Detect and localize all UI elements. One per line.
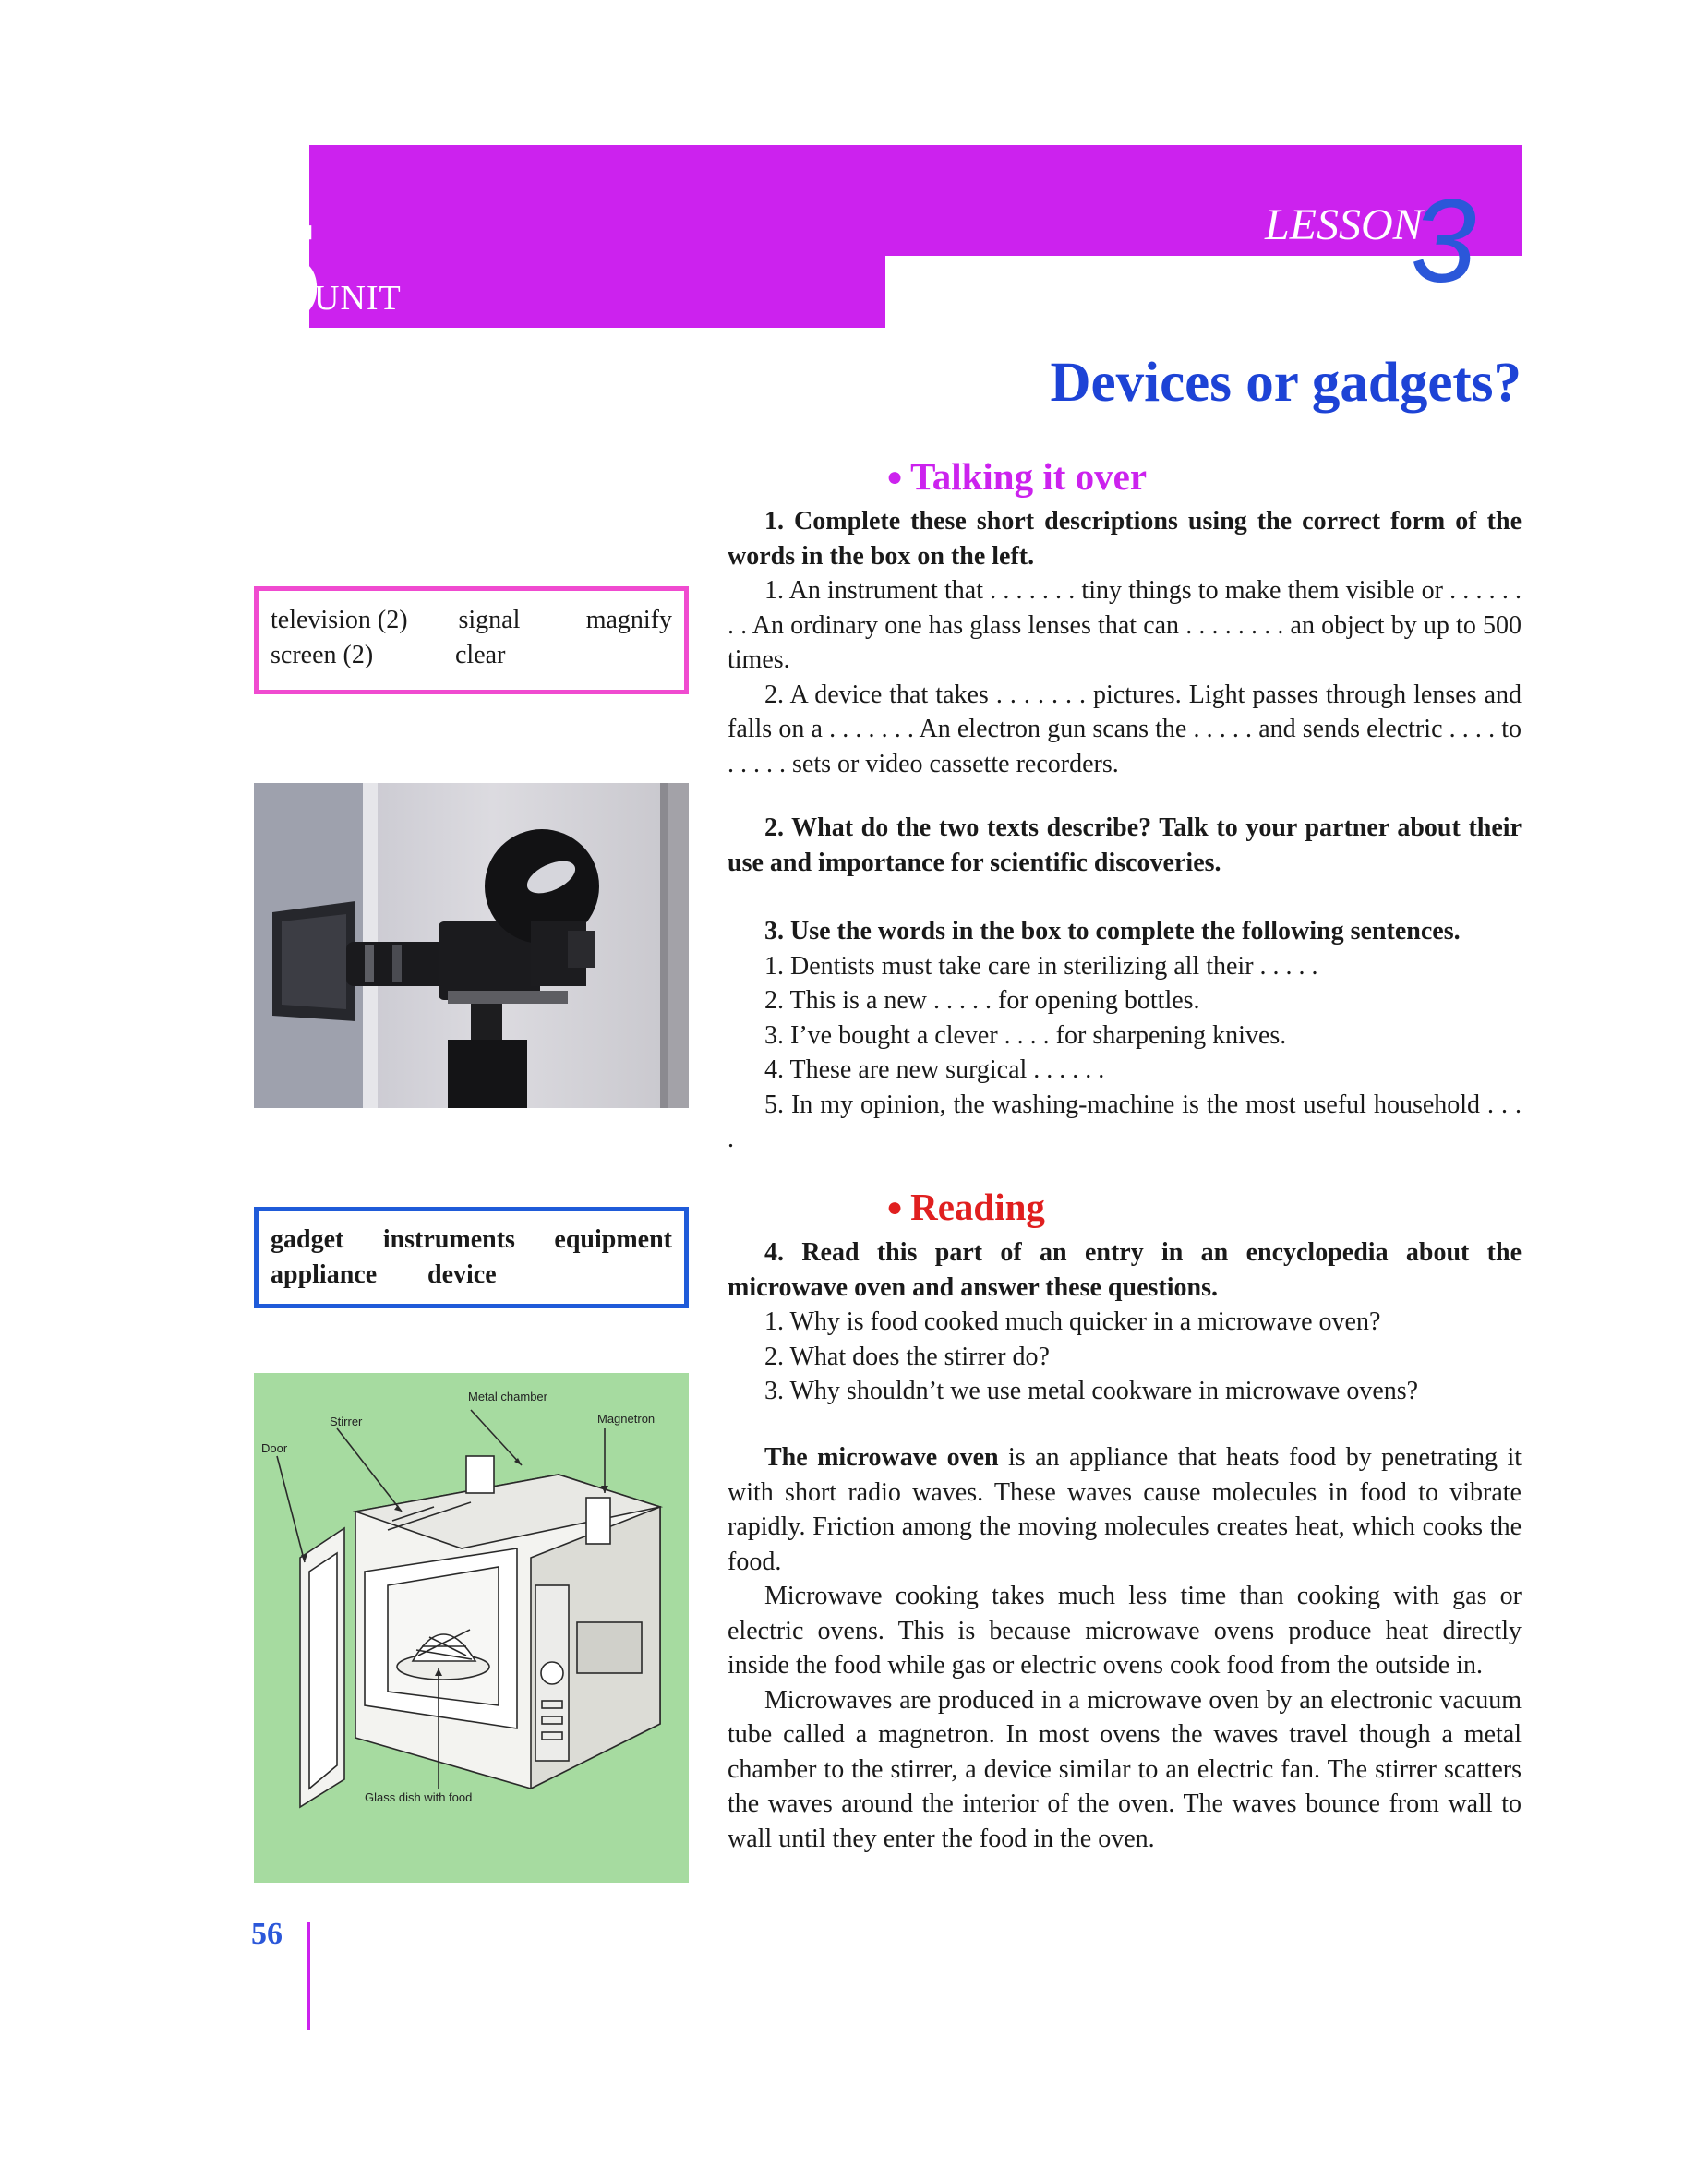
word-box-1 bbox=[254, 586, 689, 694]
exercise-1 bbox=[728, 504, 1522, 781]
passage-paragraph: Microwave cooking takes much less time than cooking with gas or electric ovens. This is because microwave ovens produce heat directly inside the food while gas or electric ovens cook food from the outside in. bbox=[728, 1582, 1522, 1680]
word-box-word: screen (2) bbox=[271, 640, 374, 669]
exercise-item: 5. In my opinion, the washing-machine is the most useful household . . . . bbox=[728, 1090, 1522, 1153]
word-box-word: device bbox=[427, 1259, 497, 1289]
film-camera-photo bbox=[254, 783, 689, 1108]
question-item: 2. What does the stirrer do? bbox=[764, 1342, 1050, 1371]
page-number: 56 bbox=[251, 1917, 283, 1951]
exercise-instruction: 3. Use the words in the box to complete the following sentences. bbox=[764, 917, 1461, 945]
diagram-label: Magnetron bbox=[597, 1412, 656, 1426]
question-item: 3. Why shouldn’t we use metal cookware in microwave ovens? bbox=[764, 1377, 1419, 1405]
unit-label: UNIT bbox=[314, 279, 402, 318]
exercise-4 bbox=[728, 1235, 1522, 1409]
word-box-row bbox=[271, 638, 672, 673]
exercise-item: 1. An instrument that . . . . . . . tiny things to make them visible or . . . . . . . . An ordinary one has glass lenses that can . . . . . . . . an object by up to 500 times. bbox=[728, 576, 1522, 674]
section-heading-text: Reading bbox=[910, 1186, 1045, 1228]
exercise-item: 1. Dentists must take care in sterilizing all their . . . . . bbox=[764, 951, 1318, 981]
section-heading-reading bbox=[886, 1185, 1045, 1230]
passage-text: is an appliance that heats food by penetrating it with short radio waves. These waves cause molecules in food to vibrate rapidly. Friction among the moving molecules creates heat, which cooks the food. bbox=[728, 1443, 1522, 1576]
exercise-instruction: 1. Complete these short descriptions using the correct form of the words in the box on the left. bbox=[728, 507, 1522, 571]
bullet-icon: ● bbox=[886, 462, 904, 492]
word-box-word: magnify bbox=[585, 606, 672, 634]
diagram-label: Door bbox=[261, 1441, 288, 1455]
word-box-word: appliance bbox=[271, 1259, 378, 1289]
section-heading-text: Talking it over bbox=[910, 455, 1148, 498]
word-box-word: clear bbox=[455, 640, 506, 669]
diagram-label: Stirrer bbox=[330, 1415, 363, 1428]
page-rule bbox=[307, 1922, 310, 2030]
microwave-oven-diagram bbox=[254, 1373, 689, 1883]
word-box-row bbox=[271, 603, 672, 638]
question-item: 1. Why is food cooked much quicker in a microwave oven? bbox=[764, 1307, 1381, 1336]
exercise-item: 4. These are new surgical . . . . . . bbox=[764, 1055, 1105, 1084]
word-box-row bbox=[271, 1258, 672, 1293]
exercise-3 bbox=[728, 914, 1522, 1157]
word-box-word: instruments bbox=[382, 1225, 515, 1254]
exercise-item: 3. I’ve bought a clever . . . . for sharpening knives. bbox=[764, 1020, 1287, 1050]
word-box-2 bbox=[254, 1207, 689, 1308]
lesson-label: LESSON bbox=[1265, 200, 1423, 249]
section-heading-talking bbox=[886, 454, 1147, 500]
word-box-word: television (2) bbox=[271, 606, 408, 634]
exercise-item: 2. A device that takes . . . . . . . pictures. Light passes through lenses and falls on a . . . . . . . An electron gun scans the . . . . . and sends electric . . . . to . . . . . sets or video cassette recorders. bbox=[728, 680, 1522, 778]
bullet-icon: ● bbox=[886, 1192, 904, 1222]
exercise-item: 2. This is a new . . . . . for opening bottles. bbox=[764, 986, 1200, 1015]
exercise-2 bbox=[728, 811, 1522, 880]
exercise-instruction: 2. What do the two texts describe? Talk to your partner about their use and importance for scientific discoveries. bbox=[728, 813, 1522, 877]
diagram-label: Glass dish with food bbox=[365, 1790, 473, 1804]
unit-number: 5 bbox=[245, 197, 318, 349]
word-box-word: signal bbox=[458, 606, 521, 634]
passage-lead: The microwave oven bbox=[764, 1443, 999, 1472]
word-box-word: equipment bbox=[554, 1225, 672, 1254]
exercise-instruction: 4. Read this part of an entry in an encyclopedia about the microwave oven and answer these questions. bbox=[728, 1238, 1522, 1302]
page-title: Devices or gadgets? bbox=[1050, 352, 1522, 414]
passage-paragraph: Microwaves are produced in a microwave oven by an electronic vacuum tube called a magnetron. In most ovens the waves travel though a metal chamber to the stirrer, a device similar to an electric fan. The stirrer scatters the waves around the interior of the oven. The waves bounce from wall to wall until they enter the food in the oven. bbox=[728, 1685, 1522, 1853]
word-box-word: gadget bbox=[271, 1225, 344, 1254]
passage-paragraph bbox=[728, 1440, 1522, 1579]
lesson-number: 3 bbox=[1411, 175, 1477, 307]
reading-passage bbox=[728, 1440, 1522, 1856]
film-camera-illustration bbox=[254, 783, 689, 1108]
diagram-label: Metal chamber bbox=[468, 1390, 547, 1403]
word-box-row bbox=[271, 1222, 672, 1258]
microwave-oven-illustration bbox=[254, 1373, 689, 1883]
